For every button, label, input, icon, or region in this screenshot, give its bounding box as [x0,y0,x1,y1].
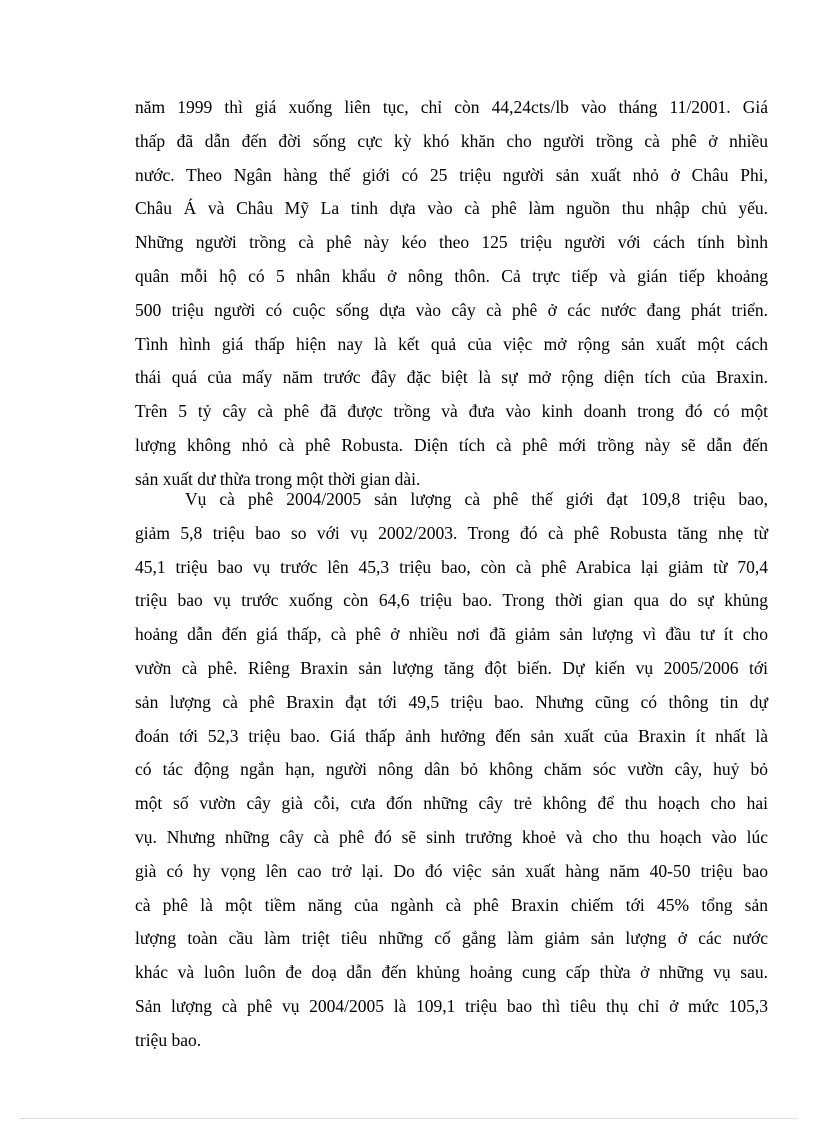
text-line: Vụ cà phê 2004/2005 sản lượng cà phê thế giới đạt 109,8 triệu bao, [185,489,768,509]
text-line: thái quá của mấy năm trước đây đặc biệt là sự mở rộng diện tích của Braxin. [135,367,768,388]
text-line: đoán tới 52,3 triệu bao. Giá thấp ảnh hưởng đến sản xuất của Braxin ít nhất là [135,725,768,746]
text-line: Châu Á và Châu Mỹ La tinh dựa vào cà phê làm nguồn thu nhập chủ yếu. [135,198,768,219]
text-line: 45,1 triệu bao vụ trước lên 45,3 triệu bao, còn cà phê Arabica lại giảm từ 70,4 [135,556,768,577]
text-line: thấp đã dẫn đến đời sống cực kỳ khó khăn cho người trồng cà phê ở nhiều [135,130,768,151]
text-line: già có hy vọng lên cao trở lại. Do đó việc sản xuất hàng năm 40-50 triệu bao [135,860,768,881]
text-line: triệu bao. [135,1029,202,1050]
text-line: Tình hình giá thấp hiện nay là kết quả của việc mở rộng sản xuất một cách [135,333,768,354]
text-line: nước. Theo Ngân hàng thế giới có 25 triệu người sản xuất nhỏ ở Châu Phi, [135,164,768,185]
text-line: lượng toàn cầu làm triệt tiêu những cố gắng làm giảm sản lượng ở các nước [135,928,768,949]
text-line: lượng không nhỏ cà phê Robusta. Diện tích cà phê mới trồng này sẽ dẫn đến [135,434,768,455]
text-line: Trên 5 tỷ cây cà phê đã được trồng và đưa vào kinh doanh trong đó có một [135,401,768,422]
text-line: sản xuất dư thừa trong một thời gian dài. [135,468,421,489]
text-line: 500 triệu người có cuộc sống dựa vào cây cà phê ở các nước đang phát triển. [135,299,768,320]
paragraph-world-coffee-output [135,483,768,1058]
text-line: Sản lượng cà phê vụ 2004/2005 là 109,1 triệu bao thì tiêu thụ chỉ ở mức 105,3 [135,995,768,1016]
text-line: triệu bao vụ trước xuống còn 64,6 triệu bao. Trong thời gian qua do sự khủng [135,590,768,611]
text-line: hoảng dẫn đến giá thấp, cà phê ở nhiều nơi đã giảm sản lượng vì đầu tư ít cho [135,624,768,645]
text-line: cà phê là một tiềm năng của ngành cà phê Braxin chiếm tới 45% tổng sản [135,894,768,915]
page-bottom-divider [20,1118,796,1119]
text-line: giảm 5,8 triệu bao so với vụ 2002/2003. Trong đó cà phê Robusta tăng nhẹ từ [135,522,768,543]
text-line: năm 1999 thì giá xuống liên tục, chỉ còn 44,24cts/lb vào tháng 11/2001. Giá [135,97,768,117]
text-line: quân mỗi hộ có 5 nhân khẩu ở nông thôn. Cả trực tiếp và gián tiếp khoảng [135,265,768,286]
text-line: sản lượng cà phê Braxin đạt tới 49,5 triệu bao. Nhưng cũng có thông tin dự [135,691,768,712]
text-line: vườn cà phê. Riêng Braxin sản lượng tăng đột biến. Dự kiến vụ 2005/2006 tới [135,657,768,678]
text-line: vụ. Nhưng những cây cà phê đó sẽ sinh trưởng khoẻ và cho thu hoạch vào lúc [135,826,768,847]
text-line: có tác động ngắn hạn, người nông dân bỏ không chăm sóc vườn cây, huỷ bỏ [135,759,768,780]
paragraph-coffee-price-decline [135,91,768,497]
text-line: Những người trồng cà phê này kéo theo 125 triệu người với cách tính bình [135,232,768,253]
text-line: một số vườn cây già cỗi, cưa đốn những cây trẻ không để thu hoạch cho hai [135,793,768,814]
text-line: khác và luôn luôn đe doạ dẫn đến khủng hoảng cung cấp thừa ở những vụ sau. [135,962,768,983]
